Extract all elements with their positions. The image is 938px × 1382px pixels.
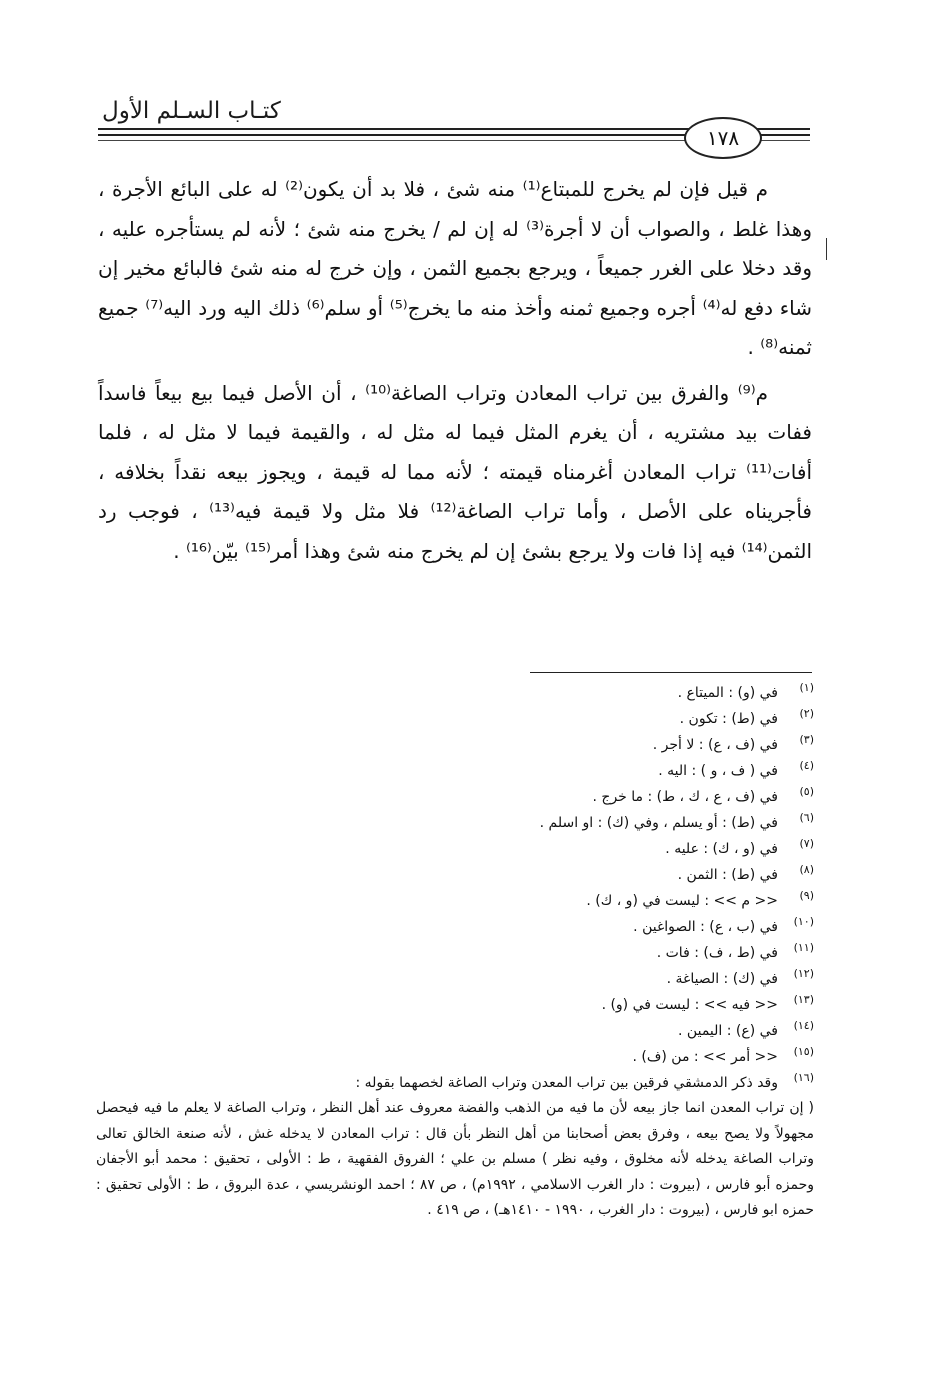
footnote-item [96,888,814,914]
footnote-text: في (و) : الميتاع . [677,685,778,701]
footnote-text: في (ف ، ع) : لا أجر . [652,737,778,753]
footnote-item [96,1044,814,1070]
footnote-item [96,992,814,1018]
footnote-separator [530,672,812,673]
footnote-text: << أمر >> : من (ف) . [632,1049,778,1065]
footnote-item [96,732,814,758]
footnote-number: (٥) [799,785,814,798]
footnote-item [96,862,814,888]
footnote-number: (٢) [799,707,814,720]
footnote-item [96,758,814,784]
footnote-number: (١٥) [793,1045,814,1058]
footnote-text: في (ع) : اليمين . [678,1023,778,1039]
footnote-number: (١٤) [793,1019,814,1032]
footnote-text: في (ط) : الثمن . [677,867,778,883]
header-rule-double-right-2 [755,140,810,141]
page-number-badge [684,117,762,159]
paragraph: م⁽⁹⁾ والفرق بين تراب المعادن وتراب الصاغة⁽¹⁰⁾ ، أن الأصل فيما بيع بيعاً فاسداً ففات بيد مشتريه ، أن يغرم المثل فيما له مثل له ، والقيمة فيما لا مثل له ، فلما أفات⁽¹¹⁾ تراب المعادن أغرمناه قيمته ؛ لأنه مما له قيمة ، ويجوز بيعه نقداً بخلافه ، فأجريناه على الأصل ، وأما تراب الصاغة⁽¹²⁾ فلا مثل ولا قيمة فيه⁽¹³⁾ ، فوجب رد الثمن⁽¹⁴⁾ فيه إذا فات ولا يرجع بشئ إن لم يخرج منه شئ وهذا أمر⁽¹⁵⁾ بيّن⁽¹⁶⁾ . [98,380,812,563]
footnote-number: (١٦) [793,1071,814,1084]
header-rule-double-right-1 [755,134,810,136]
footnote-text: في (ك) : الصياغة . [666,971,778,987]
footnote-number: (١٠) [793,915,814,928]
footnote-quote: ( إن تراب المعدن انما جاز بيعه لأن ما فيه من الذهب والفضة معروف عند أهل النظر ، وتراب الصاغة لا يعلم ما فيه فيحصل مجهولاً ولا يصح بيعه ، وفرق بعض أصحابنا من أهل النظر بأن قال : تراب المعادن لا يدخله غش ، لأنه صنعة الخالق تعالى وتراب الصاغة يدخله لأنه مخلوق ، وفيه نظر ) مسلم بن علي ؛ الفروق الفقهية ، ط : الأولى ، تحقيق : محمد أبو الأجفان وحمزه أبو فارس ، (بيروت : دار الغرب الاسلامي ، ١٩٩٢م) ، ص ٨٧ ؛ احمد الونشريسي ، عدة البروق ، ط : الأولى تحقيق : حمزه ابو فارس ، (بيروت : دار الغرب ، ١٩٩٠ - ١٤١٠هـ) ، ص ٤١٩ . [96,1100,814,1218]
footnote-item-16 [96,1070,814,1224]
footnote-number: (٣) [799,733,814,746]
footnote-item [96,966,814,992]
running-header-title: كتـاب السـلم الأول [102,98,281,124]
paragraph: م قيل فإن لم يخرج للمبتاع⁽¹⁾ منه شئ ، فلا بد أن يكون⁽²⁾ له على البائع الأجرة ، وهذا غلط ، والصواب أن لا أجرة⁽³⁾ له إن لم / يخرج منه شئ ؛ لأنه لم يستأجره عليه ، وقد دخلا على الغرر جميعاً ، ويرجع بجميع الثمن ، وإن خرج له منه شئ فالبائع مخير إن شاء دفع له⁽⁴⁾ أجره وجميع ثمنه وأخذ منه ما يخرج⁽⁵⁾ أو سلم⁽⁶⁾ ذلك اليه ورد اليه⁽⁷⁾ جميع ثمنه⁽⁸⁾ . [98,177,812,359]
footnote-text: في (ط ، ف) : فات . [656,945,778,961]
footnote-item [96,810,814,836]
footnote-head [96,1070,814,1096]
footnote-number: (١١) [793,941,814,954]
page-number: ١٧٨ [706,126,740,150]
footnote-item [96,680,814,706]
footnote-item [96,914,814,940]
footnote-item [96,836,814,862]
footnote-number: (١٣) [793,993,814,1006]
footnote-number: (١٢) [793,967,814,980]
footnote-number: (٨) [799,863,814,876]
header-rule-double-left-1 [98,134,688,136]
footnote-number: (٦) [799,811,814,824]
footnote-number: (٩) [799,889,814,902]
footnote-text: في (و ، ك) : عليه . [665,841,778,857]
header-rule-double-left-2 [98,140,688,141]
footnote-item [96,784,814,810]
footnote-text: في ( ف ، و ) : اليه . [658,763,778,779]
footnote-item [96,940,814,966]
footnote-number: (٧) [799,837,814,850]
footnote-text: في (ط) : تكون . [679,711,778,727]
footnote-text: في (ف ، ع ، ك ، ط) : ما خرج . [592,789,778,805]
footnote-item [96,706,814,732]
footnote-text: << م >> : ليست في (و ، ك) . [586,893,778,909]
footnote-list [96,680,814,1070]
footnote-text: << فيه >> : ليست في (و) . [601,997,778,1013]
footnote-text: في (ط) : أو يسلم ، وفي (ك) : او اسلم . [539,815,778,831]
footnote-text: وقد ذكر الدمشقي فرقين بين تراب المعدن وتراب الصاغة لخصهما بقوله : [355,1075,778,1091]
footnote-number: (٤) [799,759,814,772]
footnote-text: في (ب ، ع) : الصواغين . [633,919,778,935]
margin-mark [826,238,827,260]
footnote-item [96,1018,814,1044]
footnotes [96,680,814,1224]
main-text [98,170,812,577]
footnote-number: (١) [799,681,814,694]
